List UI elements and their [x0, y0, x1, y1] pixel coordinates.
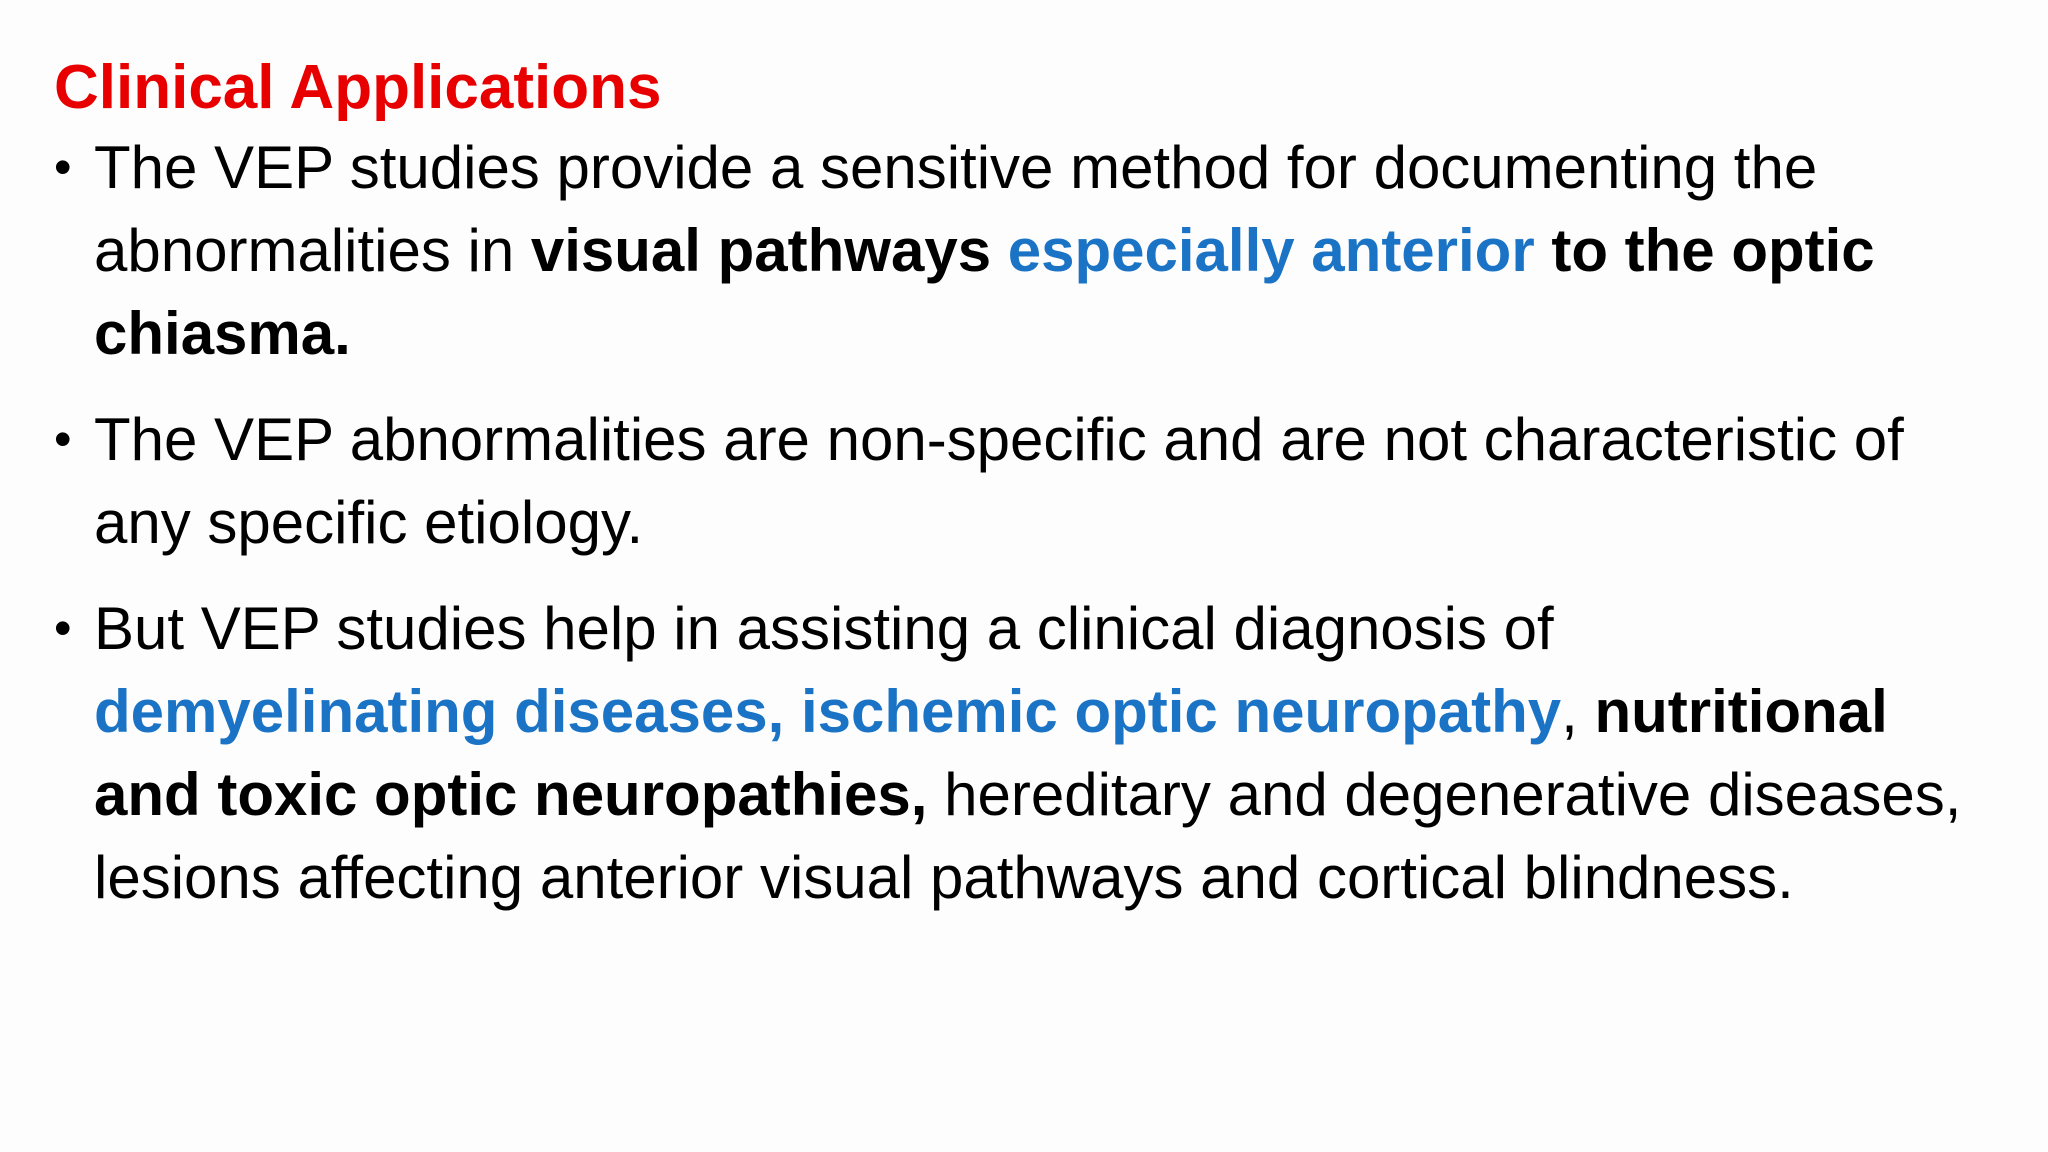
bullet-3-tail-text: hereditary and degenerative diseases, lesions affecting anterior visual pathways and cortical blindness. [94, 761, 1962, 911]
bullet-dot-icon: • [54, 139, 72, 195]
bullet-1-bold-visual-pathways: visual pathways [530, 217, 992, 284]
bullet-item-non-specific [54, 398, 1968, 564]
bullet-dot-icon: • [54, 600, 72, 656]
bullet-item-vep-sensitivity [54, 126, 1968, 375]
bullet-3-text: But VEP studies help in assisting a clinical diagnosis of [94, 595, 1554, 662]
bullet-3-bold-neuropathies: nutritional and toxic optic neuropathies, [94, 678, 1888, 828]
slide-title: Clinical Applications [54, 53, 662, 122]
bullet-dot-icon: • [54, 411, 72, 467]
bullet-2-text: The VEP abnormalities are non-specific and are not characteristic of any specific etiology. [94, 406, 1904, 556]
bullet-3-highlight-diseases: demyelinating diseases, ischemic optic neuropathy [94, 678, 1562, 745]
bullet-list [54, 126, 1968, 919]
bullet-1-bold-optic-chiasma: to the optic chiasma. [94, 217, 1875, 367]
bullet-1-highlight-especially-anterior: especially anterior [1007, 217, 1535, 284]
bullet-1-space-2 [1535, 217, 1552, 284]
bullet-1-text: The VEP studies provide a sensitive method for documenting the abnormalities in [94, 134, 1818, 284]
bullet-1-space [991, 217, 1008, 284]
bullet-3-comma: , [1561, 678, 1595, 745]
bullet-item-clinical-diagnosis [54, 587, 1968, 919]
